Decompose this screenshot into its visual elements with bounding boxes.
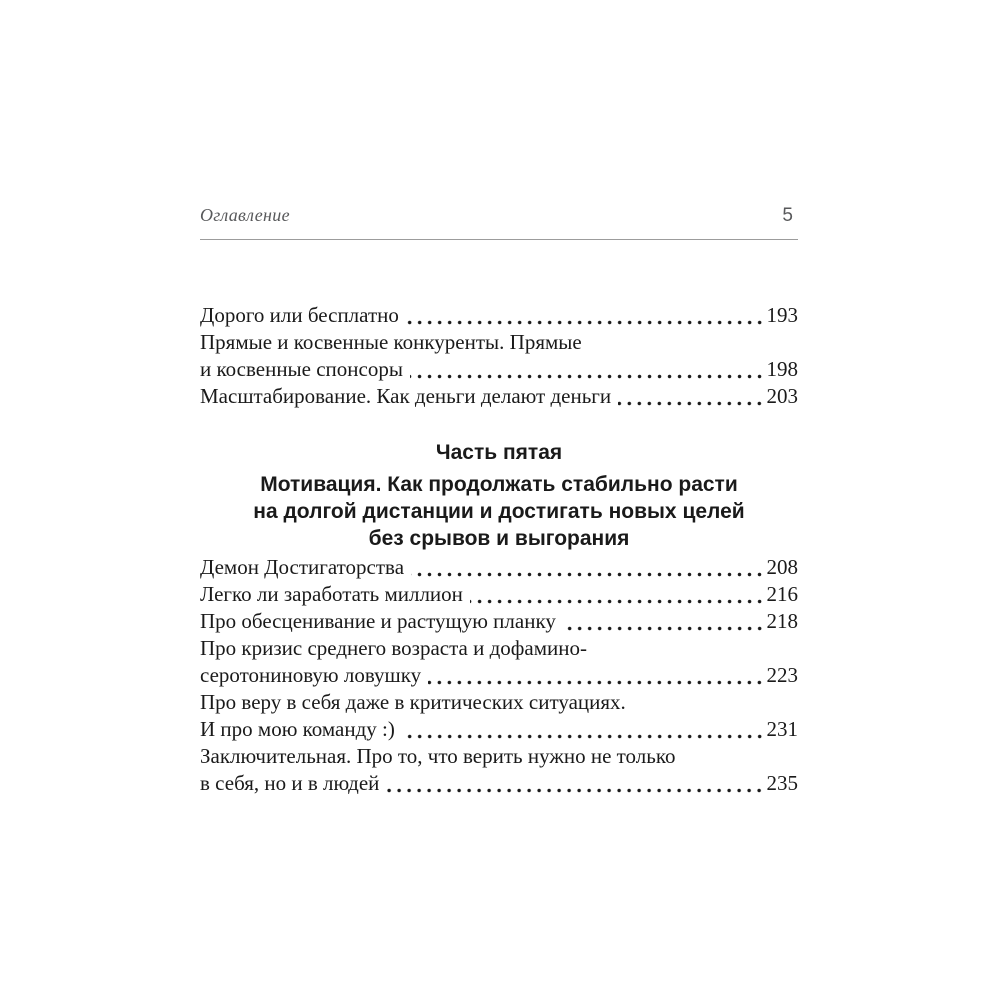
toc-entry-title: Про кризис среднего возраста и дофамино-: [200, 636, 587, 660]
toc-entry: [200, 743, 798, 797]
toc-entry-row: [200, 662, 798, 689]
dot-leader: [410, 356, 765, 383]
toc-entry-row: [200, 329, 798, 356]
toc-entry: [200, 302, 798, 329]
toc-entry: [200, 383, 798, 410]
toc-entry-title: в себя, но и в людей: [200, 771, 380, 795]
toc-entry-title: Про обесценивание и растущую планку: [200, 609, 556, 633]
part-title-line: на долгой дистанции и достигать новых целей: [253, 500, 745, 523]
toc-entry-row: [200, 608, 798, 635]
toc-entry: [200, 689, 798, 743]
toc-entry-row: [200, 635, 798, 662]
dot-leader: [563, 608, 765, 635]
toc-entry: [200, 329, 798, 383]
toc-entry-title: Дорого или бесплатно: [200, 303, 399, 327]
toc-entry-page-number: 218: [766, 609, 798, 633]
toc-entry-row: [200, 581, 798, 608]
toc-list-top: [200, 302, 798, 410]
toc-entry: [200, 581, 798, 608]
toc-entry-row: [200, 743, 798, 770]
toc-entry-page-number: 208: [766, 555, 798, 579]
toc-entry: [200, 608, 798, 635]
toc-entry: [200, 554, 798, 581]
part-title: [200, 471, 798, 552]
dot-leader: [402, 716, 765, 743]
toc-entry-title: Легко ли заработать миллион: [200, 582, 463, 606]
toc-entry-title: Прямые и косвенные конкуренты. Прямые: [200, 330, 582, 354]
toc-entry-title: Демон Достигаторства: [200, 555, 405, 579]
part-title-line: Мотивация. Как продолжать стабильно расти: [260, 473, 738, 496]
dot-leader: [406, 302, 765, 329]
toc-entry-row: [200, 356, 798, 383]
dot-leader: [618, 383, 764, 410]
toc-entry-row: [200, 302, 798, 329]
toc-entry-row: [200, 554, 798, 581]
running-head: [200, 205, 798, 240]
dot-leader: [428, 662, 764, 689]
toc-entry-title: серотониновую ловушку: [200, 663, 422, 687]
toc-entry-page-number: 216: [766, 582, 798, 606]
toc-entry-page-number: 193: [766, 303, 798, 327]
dot-leader: [411, 554, 764, 581]
part-kicker: Часть пятая: [435, 441, 563, 464]
toc-entry-row: [200, 383, 798, 410]
dot-leader: [386, 770, 764, 797]
toc-entry-page-number: 203: [766, 384, 798, 408]
toc-entry-page-number: 235: [766, 771, 798, 795]
toc-entry-page-number: 231: [766, 717, 798, 741]
toc-entry-page-number: 198: [766, 357, 798, 381]
toc-entry-title: Масштабирование. Как деньги делают деньги: [200, 384, 612, 408]
running-head-title: Оглавление: [200, 205, 290, 225]
toc-entry: [200, 635, 798, 689]
page-content: [200, 205, 798, 797]
toc-entry-row: [200, 770, 798, 797]
part-heading: [200, 439, 798, 552]
dot-leader: [470, 581, 765, 608]
toc-entry-page-number: 223: [766, 663, 798, 687]
toc-entry-title: Заключительная. Про то, что верить нужно не только: [200, 744, 676, 768]
toc-entry-row: [200, 716, 798, 743]
toc-entry-row: [200, 689, 798, 716]
part-title-line: без срывов и выгорания: [368, 527, 630, 550]
toc-entry-title: и косвенные спонсоры: [200, 357, 403, 381]
toc-entry-title: Про веру в себя даже в критических ситуациях.: [200, 690, 626, 714]
toc-entry-title: И про мою команду :): [200, 717, 395, 741]
page-number: 5: [782, 205, 793, 226]
toc-list-bottom: [200, 554, 798, 797]
